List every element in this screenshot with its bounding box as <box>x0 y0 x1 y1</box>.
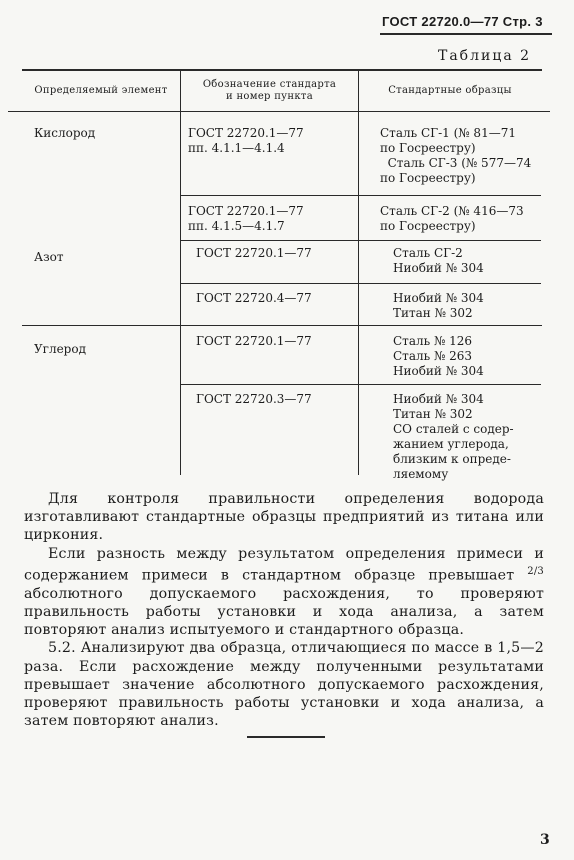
page-number: 3 <box>540 832 550 848</box>
row-oxygen-samples: Сталь СГ-1 (№ 81—71 по Госреестру) Сталь СГ-3 (№ 577—74 по Госреестру) <box>380 126 532 185</box>
header-rule <box>380 33 552 35</box>
row-carbon-samples: Сталь № 126 Сталь № 263 Ниобий № 304 <box>393 334 484 378</box>
row-divider-4 <box>181 384 541 385</box>
row-carbon-standard: ГОСТ 22720.1—77 <box>196 334 312 348</box>
row-nitrogen-element: Азот <box>34 250 64 264</box>
row-nitrogen2-standard: ГОСТ 22720.4—77 <box>196 291 312 305</box>
group-divider-1 <box>22 325 542 326</box>
row-divider-1 <box>181 195 541 196</box>
fraction-two-thirds: 2/3 <box>527 565 544 577</box>
row-divider-3 <box>181 283 541 284</box>
body-text <box>24 490 544 730</box>
row-nitrogen2-samples: Ниобий № 304 Титан № 302 <box>393 291 484 320</box>
end-rule <box>247 736 325 738</box>
paragraph-deviation-a: Если разность между результатом определения примеси и содержанием примеси в стандартном образце превышает <box>24 545 544 584</box>
table-caption: Таблица 2 <box>438 48 532 64</box>
running-header: ГОСТ 22720.0—77 Стр. 3 <box>382 14 543 29</box>
row-oxygen-element: Кислород <box>34 126 96 140</box>
row-oxygen2-samples: Сталь СГ-2 (№ 416—73 по Госреестру) <box>380 204 524 233</box>
column-header-element: Определяемый элемент <box>34 85 168 96</box>
paragraph-5-2: 5.2. Анализируют два образца, отличающиеся по массе в 1,5—2 раза. Если расхождение между полученными результатами превышает значение абсолютного допускаемого расхождения, проверяют правильность работы установки и хода анализа, а затем повторяют анализ. <box>24 640 544 730</box>
column-header-samples: Стандартные образцы <box>388 85 512 96</box>
row-oxygen2-standard: ГОСТ 22720.1—77 пп. 4.1.5—4.1.7 <box>188 204 304 233</box>
paragraph-hydrogen: Для контроля правильности определения водорода изготавливают стандартные образцы предприятий из титана или циркония. <box>24 491 544 544</box>
row-nitrogen-samples: Сталь СГ-2 Ниобий № 304 <box>393 246 484 275</box>
row-carbon-element: Углерод <box>34 342 86 356</box>
column-divider-1 <box>180 70 181 475</box>
table-top-rule <box>22 69 542 71</box>
table-header-rule <box>8 111 550 112</box>
column-header-standard <box>181 79 358 103</box>
row-carbon2-standard: ГОСТ 22720.3—77 <box>196 392 312 406</box>
paragraph-deviation <box>24 545 544 640</box>
row-oxygen-standard: ГОСТ 22720.1—77 пп. 4.1.1—4.1.4 <box>188 126 304 155</box>
column-header-standard-text: Обозначение стандарта и номер пункта <box>202 79 337 102</box>
column-divider-2 <box>358 70 359 475</box>
paragraph-deviation-b: абсолютного допускаемого расхождения, то проверяют правильность работы установки и хода анализа, а затем повторяют анализ испытуемого и стандартного образца. <box>24 585 544 639</box>
row-carbon2-samples: Ниобий № 304 Титан № 302 СО сталей с содер- жанием углерода, близким к опреде- ляемому <box>393 392 514 481</box>
row-nitrogen-standard: ГОСТ 22720.1—77 <box>196 246 312 260</box>
row-divider-2 <box>181 240 541 241</box>
